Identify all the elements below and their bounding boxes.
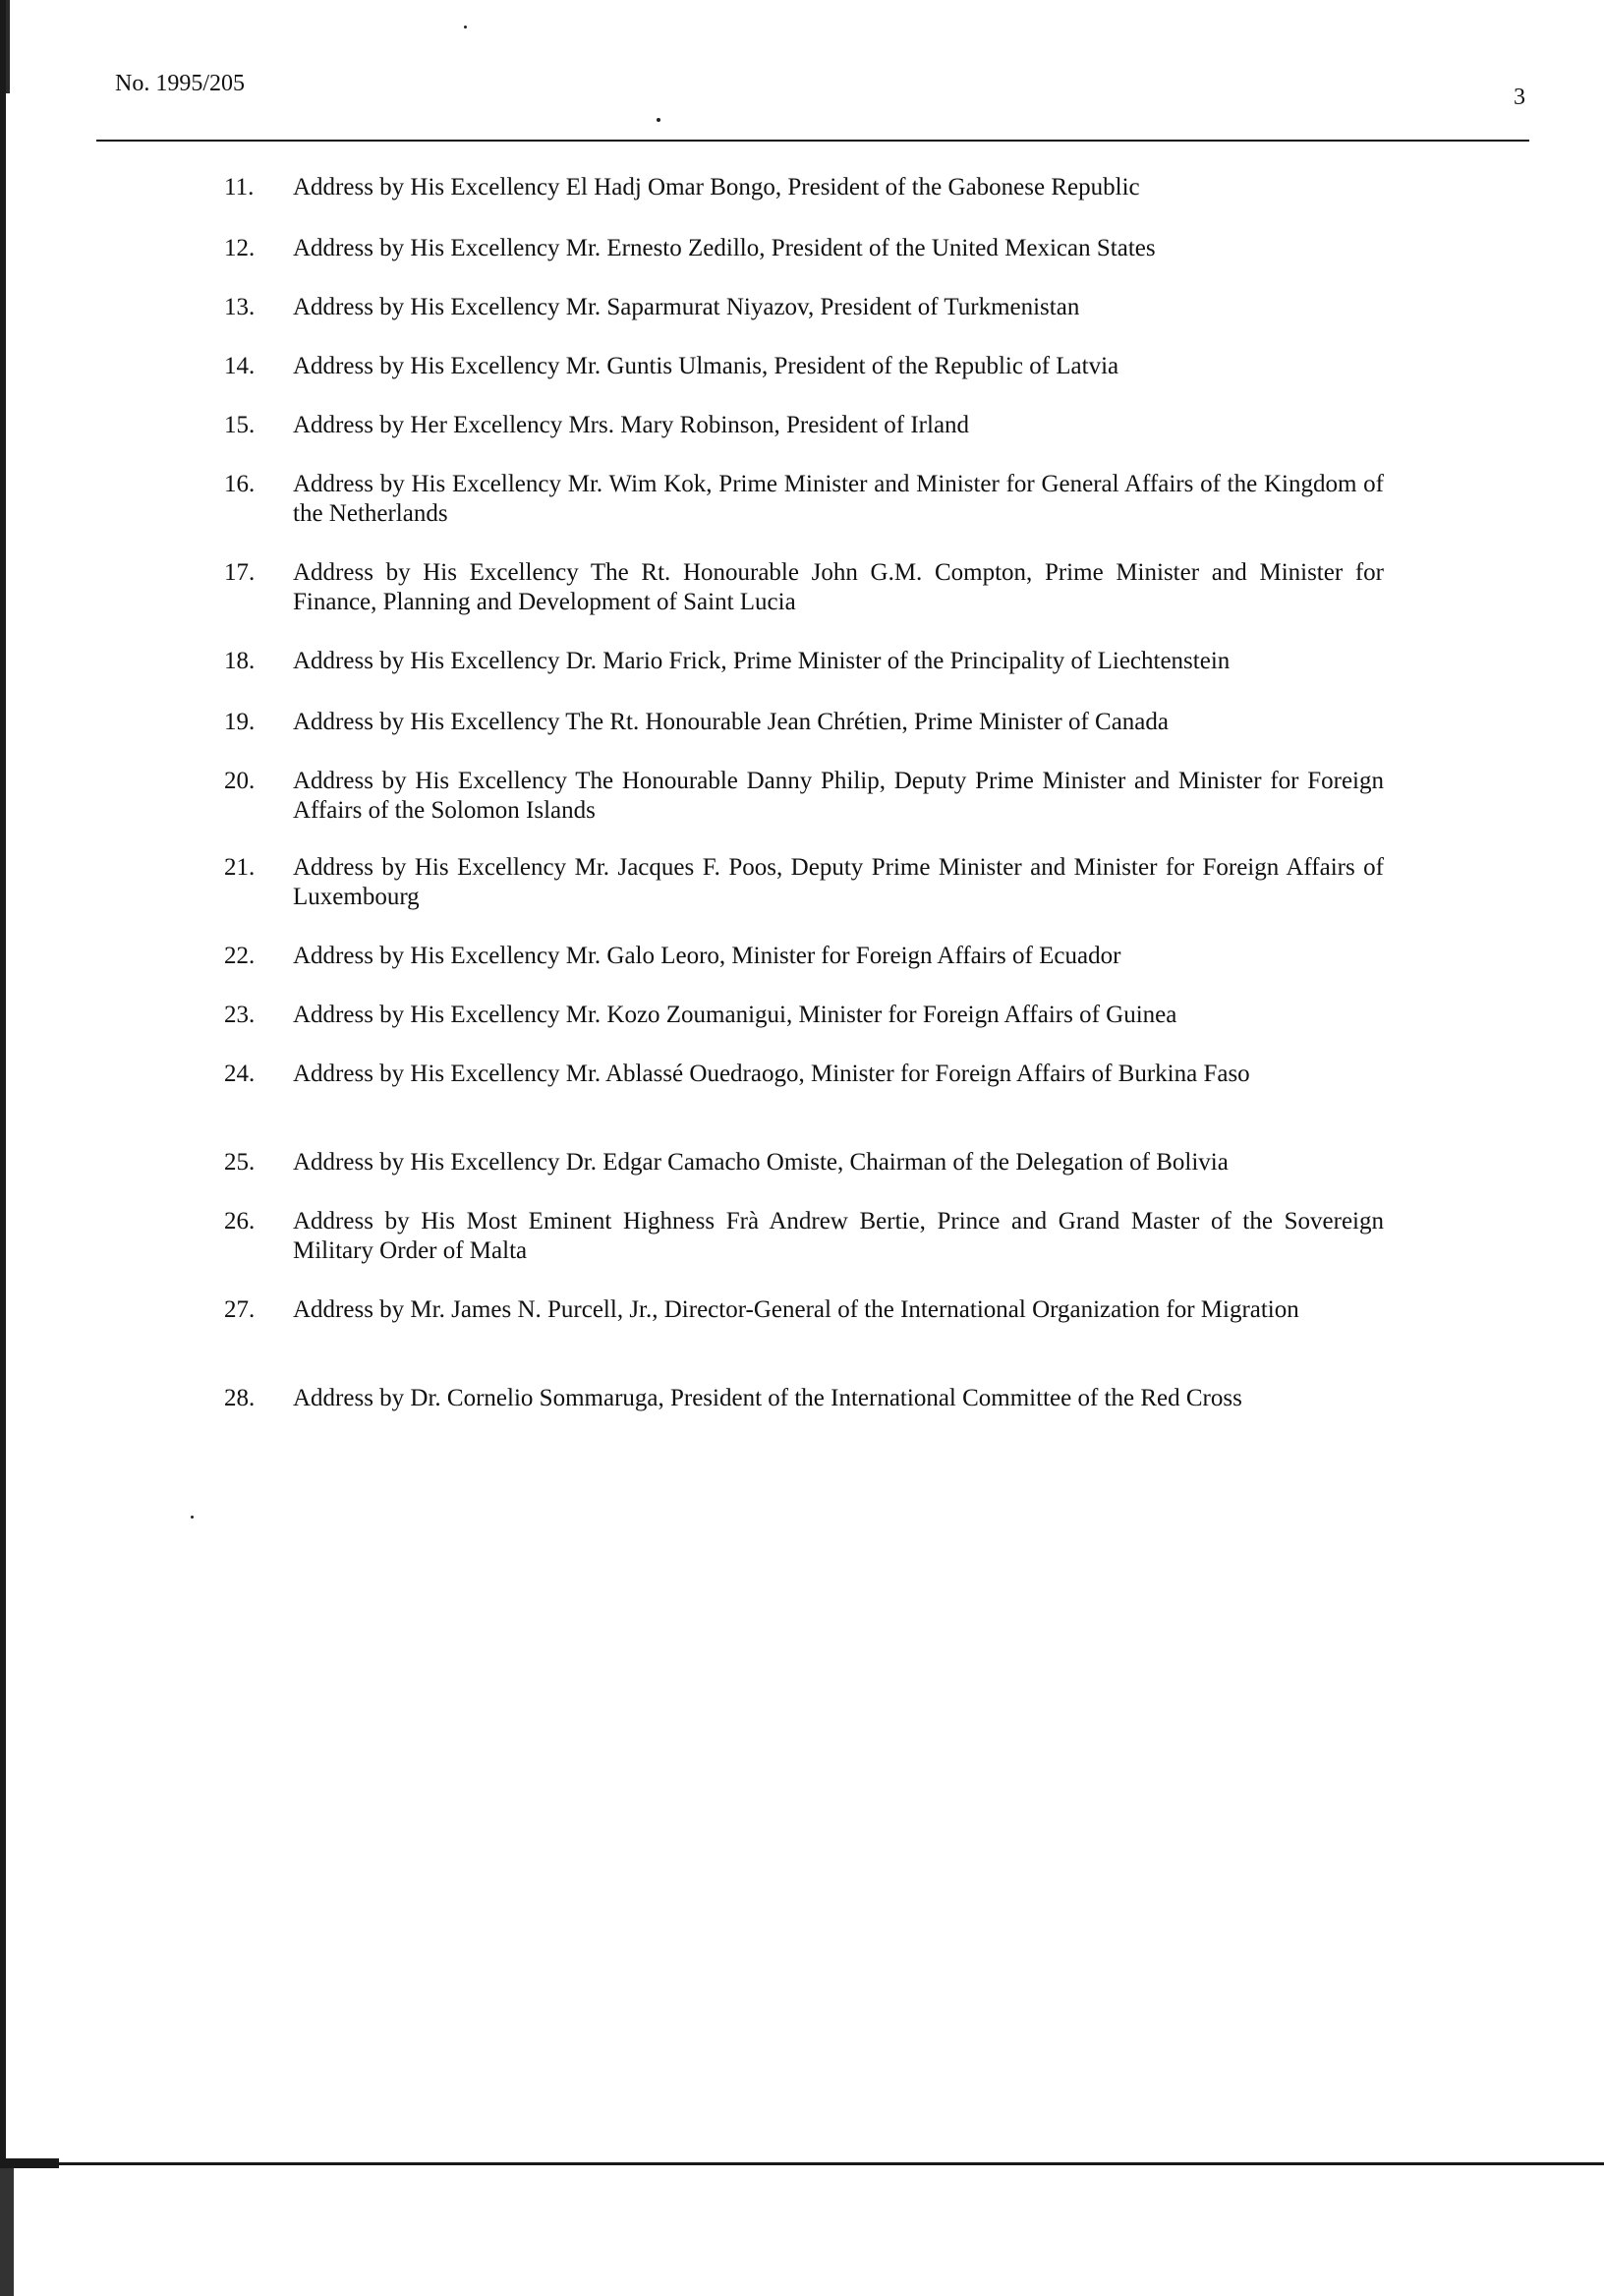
list-item-text: Address by His Excellency El Hadj Omar Bongo, President of the Gabonese Republic xyxy=(293,174,1140,201)
list-item-text: Address by Her Excellency Mrs. Mary Robinson, President of Irland xyxy=(293,412,970,438)
list-item-number: 20. xyxy=(224,768,256,794)
list-item-number: 11. xyxy=(224,174,255,201)
list-item-number: 19. xyxy=(224,709,256,735)
list-item-text: Address by Mr. James N. Purcell, Jr., Director-General of the International Organization for Migration xyxy=(293,1296,1299,1323)
list-item-number: 17. xyxy=(224,559,256,586)
list-item-text: Address by His Most Eminent Highness Frà Andrew Bertie, Prince and Grand Master of the Sovereign Military Order of Malta xyxy=(293,1208,1384,1264)
scan-speck xyxy=(191,1516,194,1519)
list-item-text: Address by His Excellency Mr. Guntis Ulmanis, President of the Republic of Latvia xyxy=(293,353,1119,379)
list-item-text: Address by His Excellency The Rt. Honourable Jean Chrétien, Prime Minister of Canada xyxy=(293,709,1169,735)
list-item-number: 23. xyxy=(224,1002,256,1028)
list-item-text: Address by His Excellency Mr. Kozo Zoumanigui, Minister for Foreign Affairs of Guinea xyxy=(293,1002,1177,1028)
list-item-text: Address by His Excellency Dr. Edgar Camacho Omiste, Chairman of the Delegation of Bolivia xyxy=(293,1149,1229,1176)
scan-edge-bottom-left xyxy=(0,2168,14,2296)
list-item-text: Address by His Excellency The Honourable Danny Philip, Deputy Prime Minister and Minister for Foreign Affairs of the Solomon Islands xyxy=(293,768,1384,824)
header-rule xyxy=(96,140,1529,142)
list-item-number: 27. xyxy=(224,1296,256,1323)
list-item-text: Address by His Excellency Mr. Jacques F. Poos, Deputy Prime Minister and Minister for Foreign Affairs of Luxembourg xyxy=(293,854,1384,910)
list-item-text: Address by His Excellency Mr. Ablassé Ouedraogo, Minister for Foreign Affairs of Burkina Faso xyxy=(293,1061,1250,1087)
list-item-text: Address by Dr. Cornelio Sommaruga, President of the International Committee of the Red Cross xyxy=(293,1385,1242,1411)
list-item-number: 13. xyxy=(224,294,256,320)
scan-speck xyxy=(657,118,660,122)
list-item-number: 21. xyxy=(224,854,256,881)
page-number: 3 xyxy=(1514,85,1525,110)
list-item-number: 22. xyxy=(224,943,256,969)
list-item-number: 18. xyxy=(224,648,256,674)
scan-edge-bottom-corner xyxy=(0,2158,59,2168)
scan-edge-left-top xyxy=(6,0,10,93)
list-item-number: 26. xyxy=(224,1208,256,1234)
list-item-number: 24. xyxy=(224,1061,256,1087)
list-item-number: 16. xyxy=(224,471,256,497)
scan-speck xyxy=(464,26,467,29)
scan-edge-bottom-rule xyxy=(0,2162,1604,2165)
list-item-text: Address by His Excellency Mr. Galo Leoro, Minister for Foreign Affairs of Ecuador xyxy=(293,943,1121,969)
list-item-number: 28. xyxy=(224,1385,256,1411)
document-number: No. 1995/205 xyxy=(115,71,245,96)
list-item-text: Address by His Excellency The Rt. Honourable John G.M. Compton, Prime Minister and Minister for Finance, Planning and Development of Saint Lucia xyxy=(293,559,1384,615)
list-item-text: Address by His Excellency Mr. Wim Kok, Prime Minister and Minister for General Affairs of the Kingdom of the Netherlands xyxy=(293,471,1384,527)
list-item-text: Address by His Excellency Mr. Ernesto Zedillo, President of the United Mexican States xyxy=(293,235,1156,261)
list-item-text: Address by His Excellency Dr. Mario Frick, Prime Minister of the Principality of Liechtenstein xyxy=(293,648,1231,674)
list-item-number: 14. xyxy=(224,353,256,379)
scan-edge-left xyxy=(0,0,6,2296)
list-item-number: 15. xyxy=(224,412,256,438)
list-item-text: Address by His Excellency Mr. Saparmurat Niyazov, President of Turkmenistan xyxy=(293,294,1080,320)
list-item-number: 12. xyxy=(224,235,256,261)
list-item-number: 25. xyxy=(224,1149,256,1176)
